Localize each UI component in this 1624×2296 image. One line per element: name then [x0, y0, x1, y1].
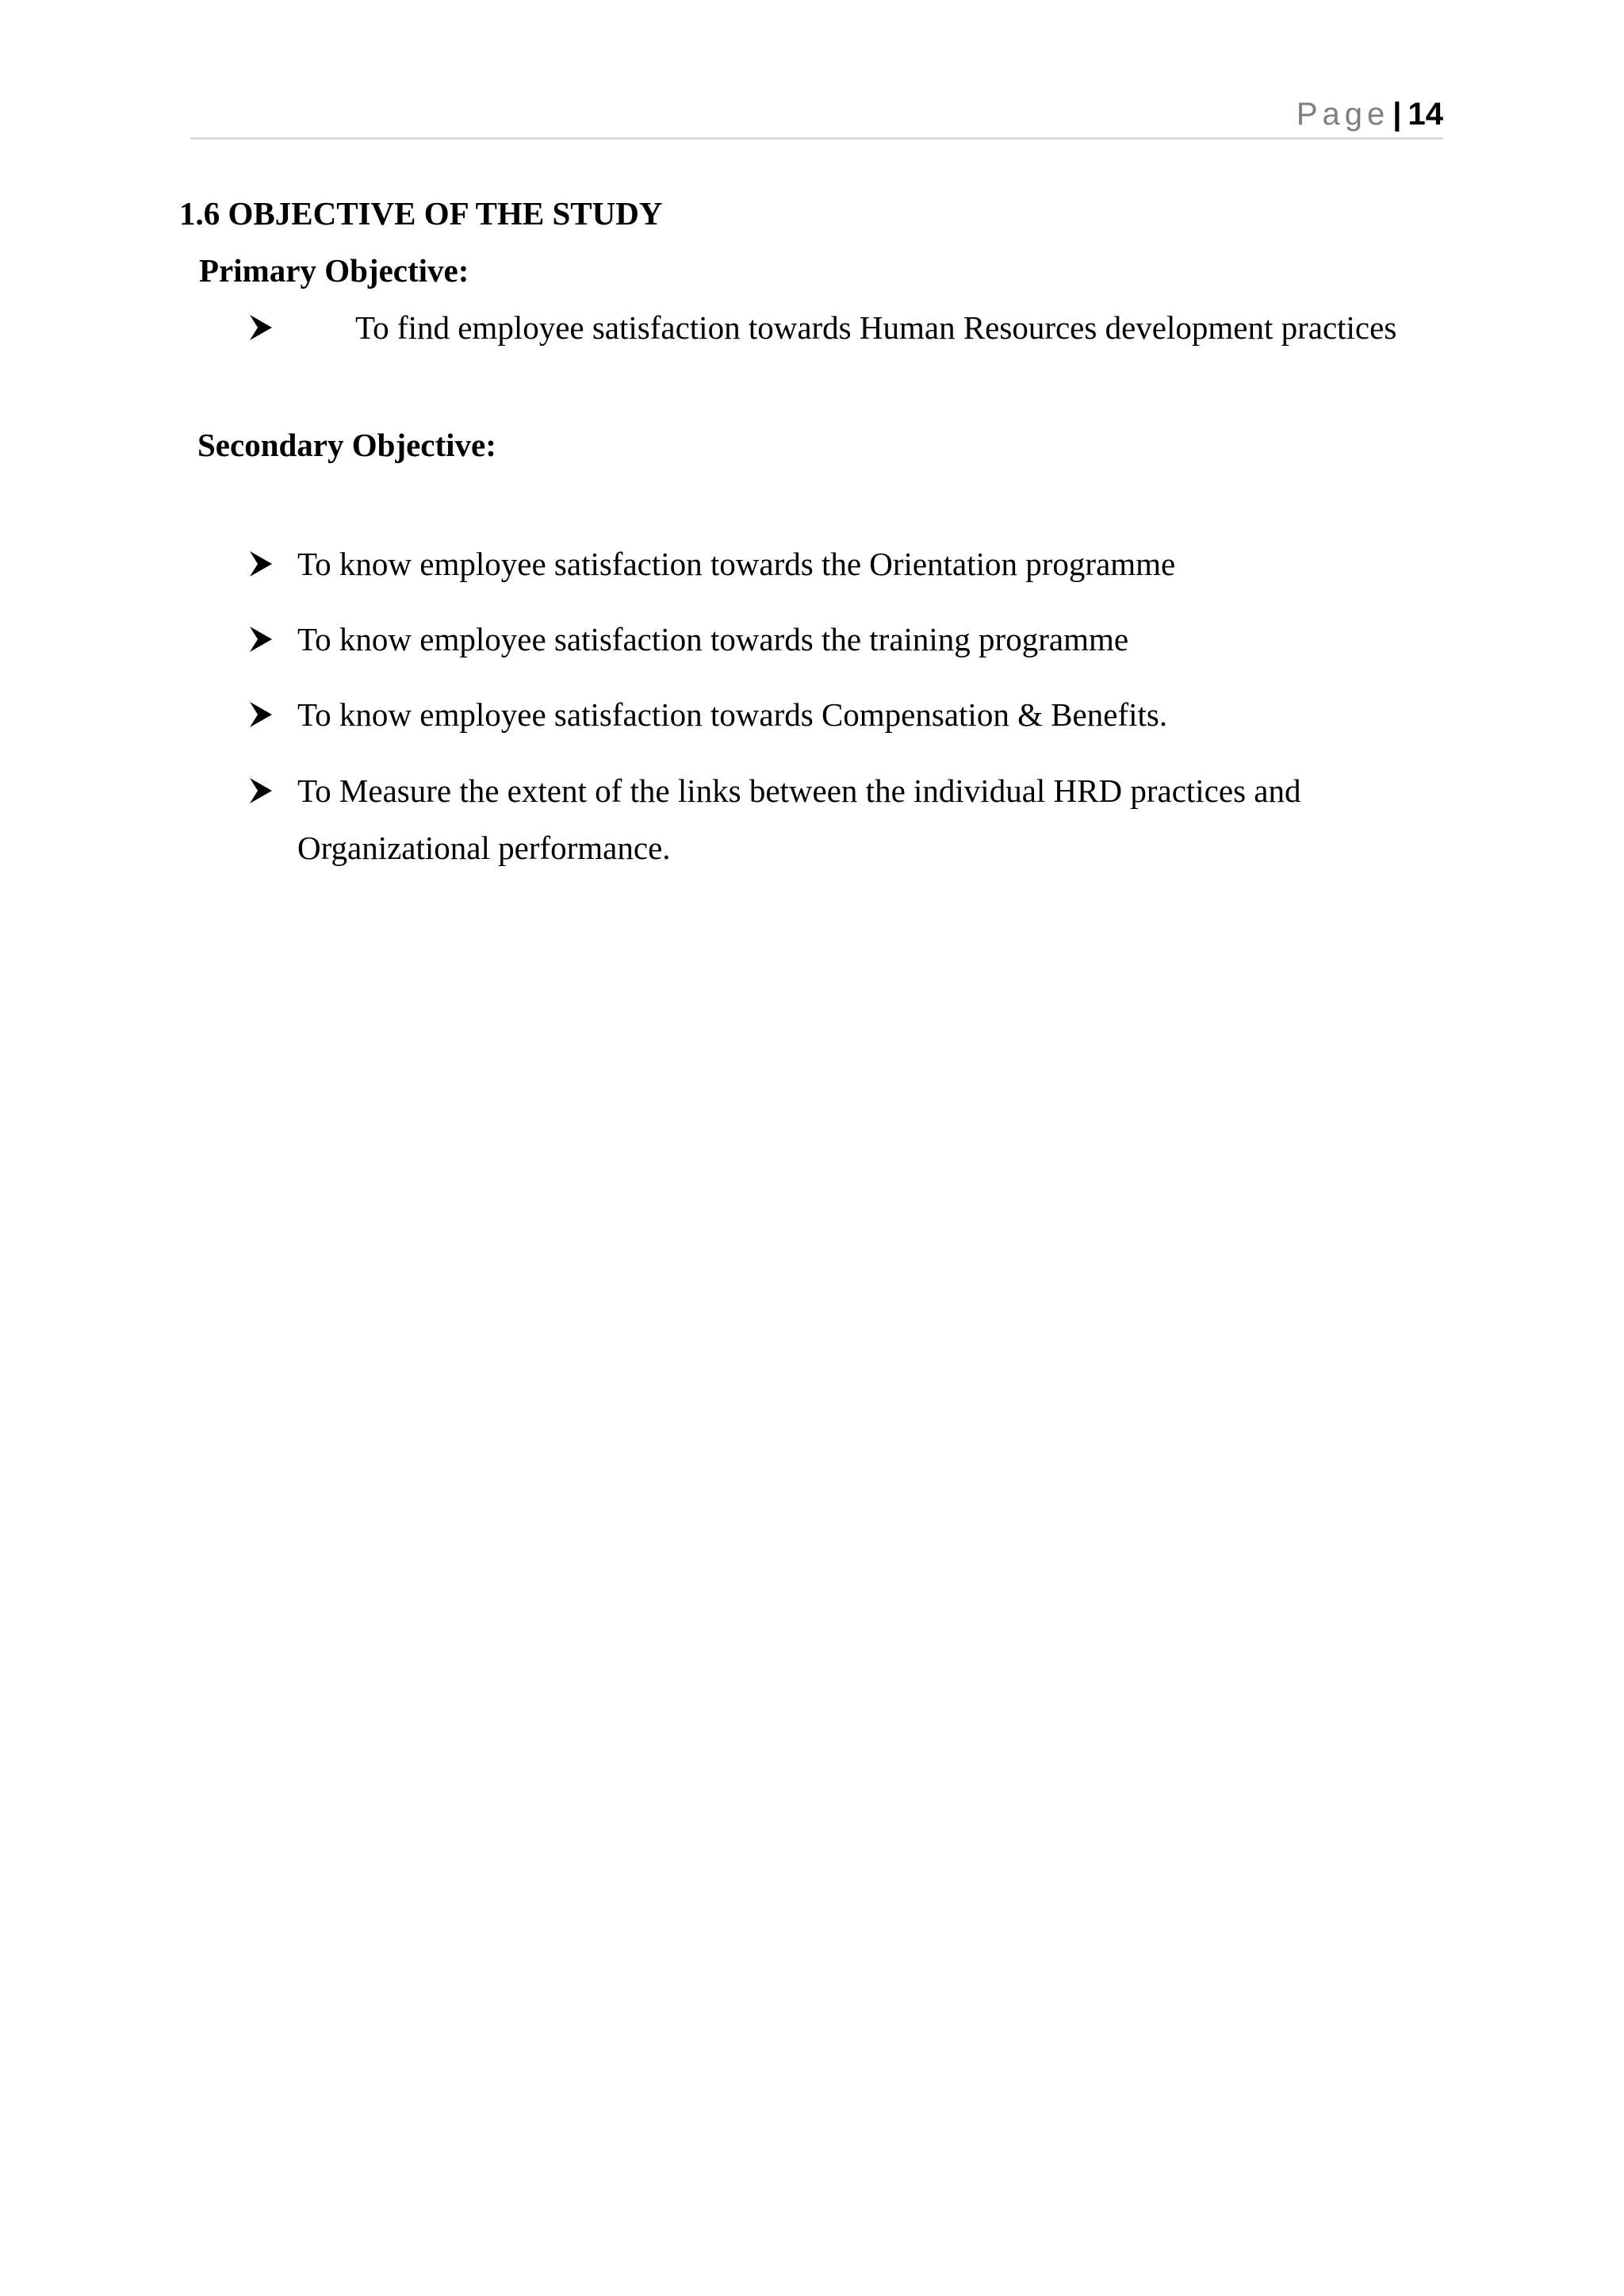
page-header [190, 94, 1443, 140]
secondary-objective-item: To know employee satisfaction towards the training programme [297, 621, 1129, 657]
secondary-objective-item: To know employee satisfaction towards Compensation & Benefits. [297, 696, 1168, 733]
page-number: 14 [1408, 97, 1443, 132]
arrowhead-bullet-icon [247, 623, 275, 655]
arrowhead-bullet-icon [247, 312, 275, 343]
secondary-objective-item: To know employee satisfaction towards the Orientation programme [297, 546, 1176, 582]
secondary-objective-label: Secondary Objective: [197, 427, 496, 463]
primary-objective-item: To find employee satisfaction towards Human Resources development practices [355, 309, 1397, 346]
secondary-objective-item-continuation: Organizational performance. [297, 830, 671, 866]
arrowhead-bullet-icon [247, 699, 275, 730]
section-heading: 1.6 OBJECTIVE OF THE STUDY [179, 195, 663, 232]
arrowhead-bullet-icon [247, 775, 275, 807]
page-number-label [1297, 97, 1443, 132]
page-separator: | [1392, 97, 1402, 132]
secondary-objective-item: To Measure the extent of the links between the individual HRD practices and [297, 772, 1301, 809]
primary-objective-label: Primary Objective: [199, 252, 469, 289]
page-word: Page [1296, 97, 1390, 132]
arrowhead-bullet-icon [247, 548, 275, 580]
